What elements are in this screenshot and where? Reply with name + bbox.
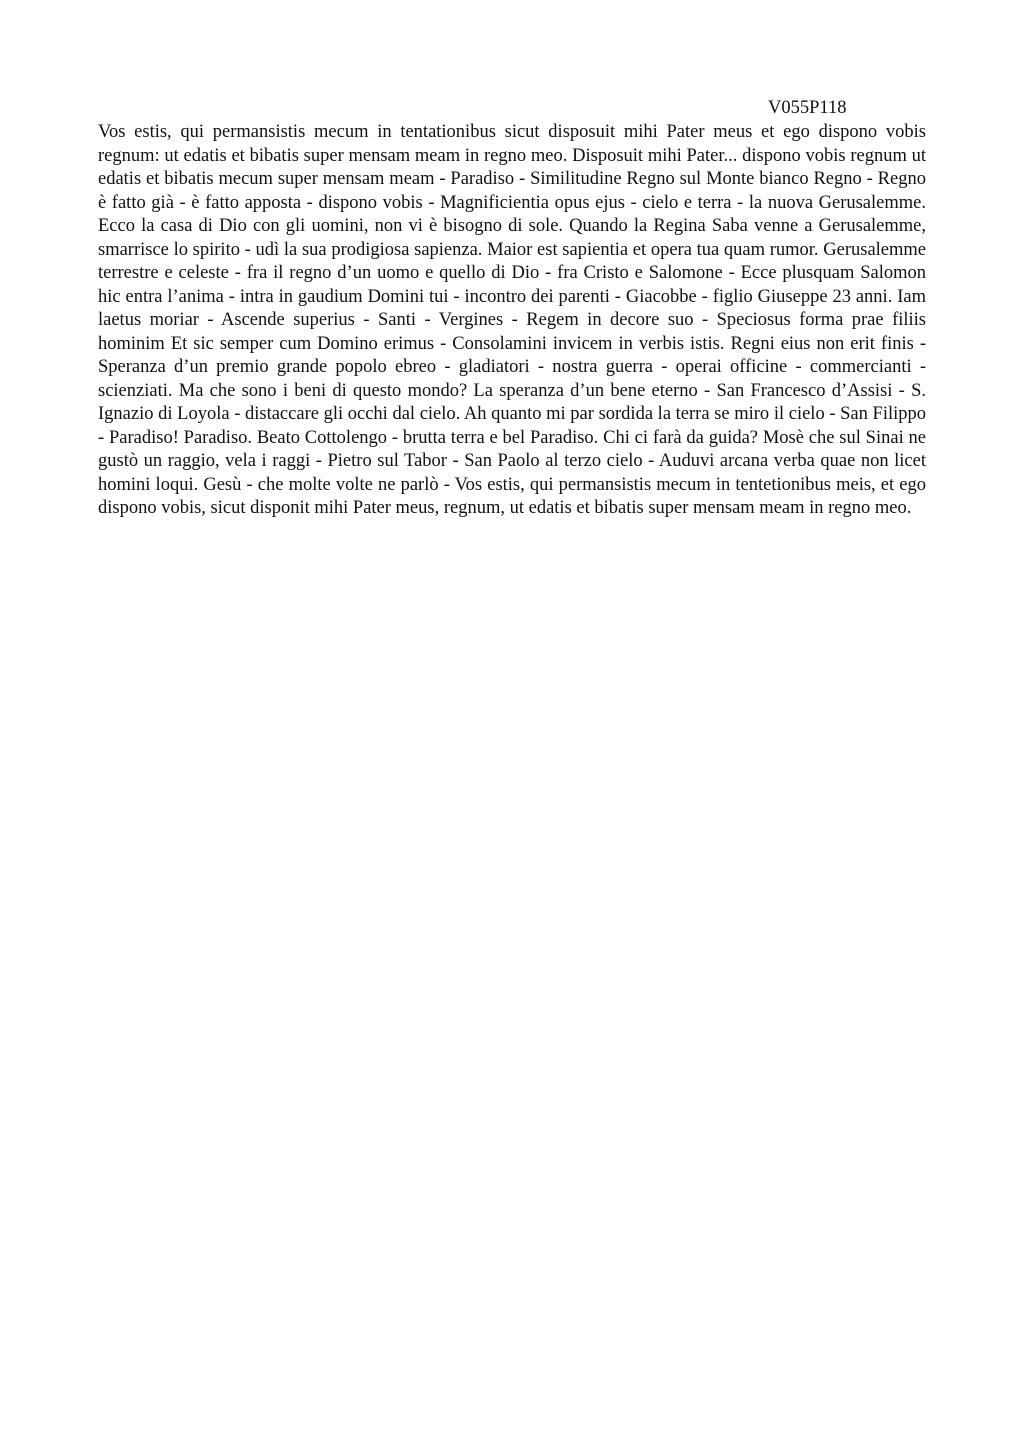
body-paragraph: Vos estis, qui permansistis mecum in tentationibus sicut disposuit mihi Pater meus et ego dispono vobis regnum: ut edatis et bibatis super mensam meam in regno meo. Disposuit mihi Pater... dispono vobis regnum ut edatis et bibatis mecum super mensam meam - Paradiso - Similitudine Regno sul Monte bianco Regno - Regno è fatto già - è fatto apposta - dispono vobis - Magnificientia opus ejus - cielo e terra - la nuova Gerusalemme. Ecco la casa di Dio con gli uomini, non vi è bisogno di sole. Quando la Regina Saba venne a Gerusalemme, smarrisce lo spirito - udì la sua prodigiosa sapienza. Maior est sapientia et opera tua quam rumor. Gerusalemme terrestre e celeste - fra il regno d’un uomo e quello di Dio - fra Cristo e Salomone - Ecce plusquam Salomon hic entra l’anima - intra in gaudium Domini tui - incontro dei parenti - Giacobbe - figlio Giuseppe 23 anni. Iam laetus moriar - Ascende superius - Santi - Vergines - Regem in decore suo - Speciosus forma prae filiis hominim Et sic semper cum Domino erimus - Consolamini invicem in verbis istis. Regni eius non erit finis - Speranza d’un premio grande popolo ebreo - gladiatori - nostra guerra - operai officine - commercianti - scienziati. Ma che sono i beni di questo mondo? La speranza d’un bene eterno - San Francesco d’Assisi - S. Ignazio di Loyola - distaccare gli occhi dal cielo. Ah quanto mi par sordida la terra se miro il cielo - San Filippo - Paradiso! Paradiso. Beato Cottolengo - brutta terra e bel Paradiso. Chi ci farà da guida? Mosè che sul Sinai ne gustò un raggio, vela i raggi - Pietro sul Tabor - San Paolo al terzo cielo - Auduvi arcana verba quae non licet homini loqui. Gesù - che molte volte ne parlò - Vos estis, qui permansistis mecum in tentetionibus meis, et ego dispono vobis, sicut disponit mihi Pater meus, regnum, ut edatis et bibatis super mensam meam in regno meo. <box>98 122 926 518</box>
page-identifier: V055P118 <box>768 98 847 118</box>
